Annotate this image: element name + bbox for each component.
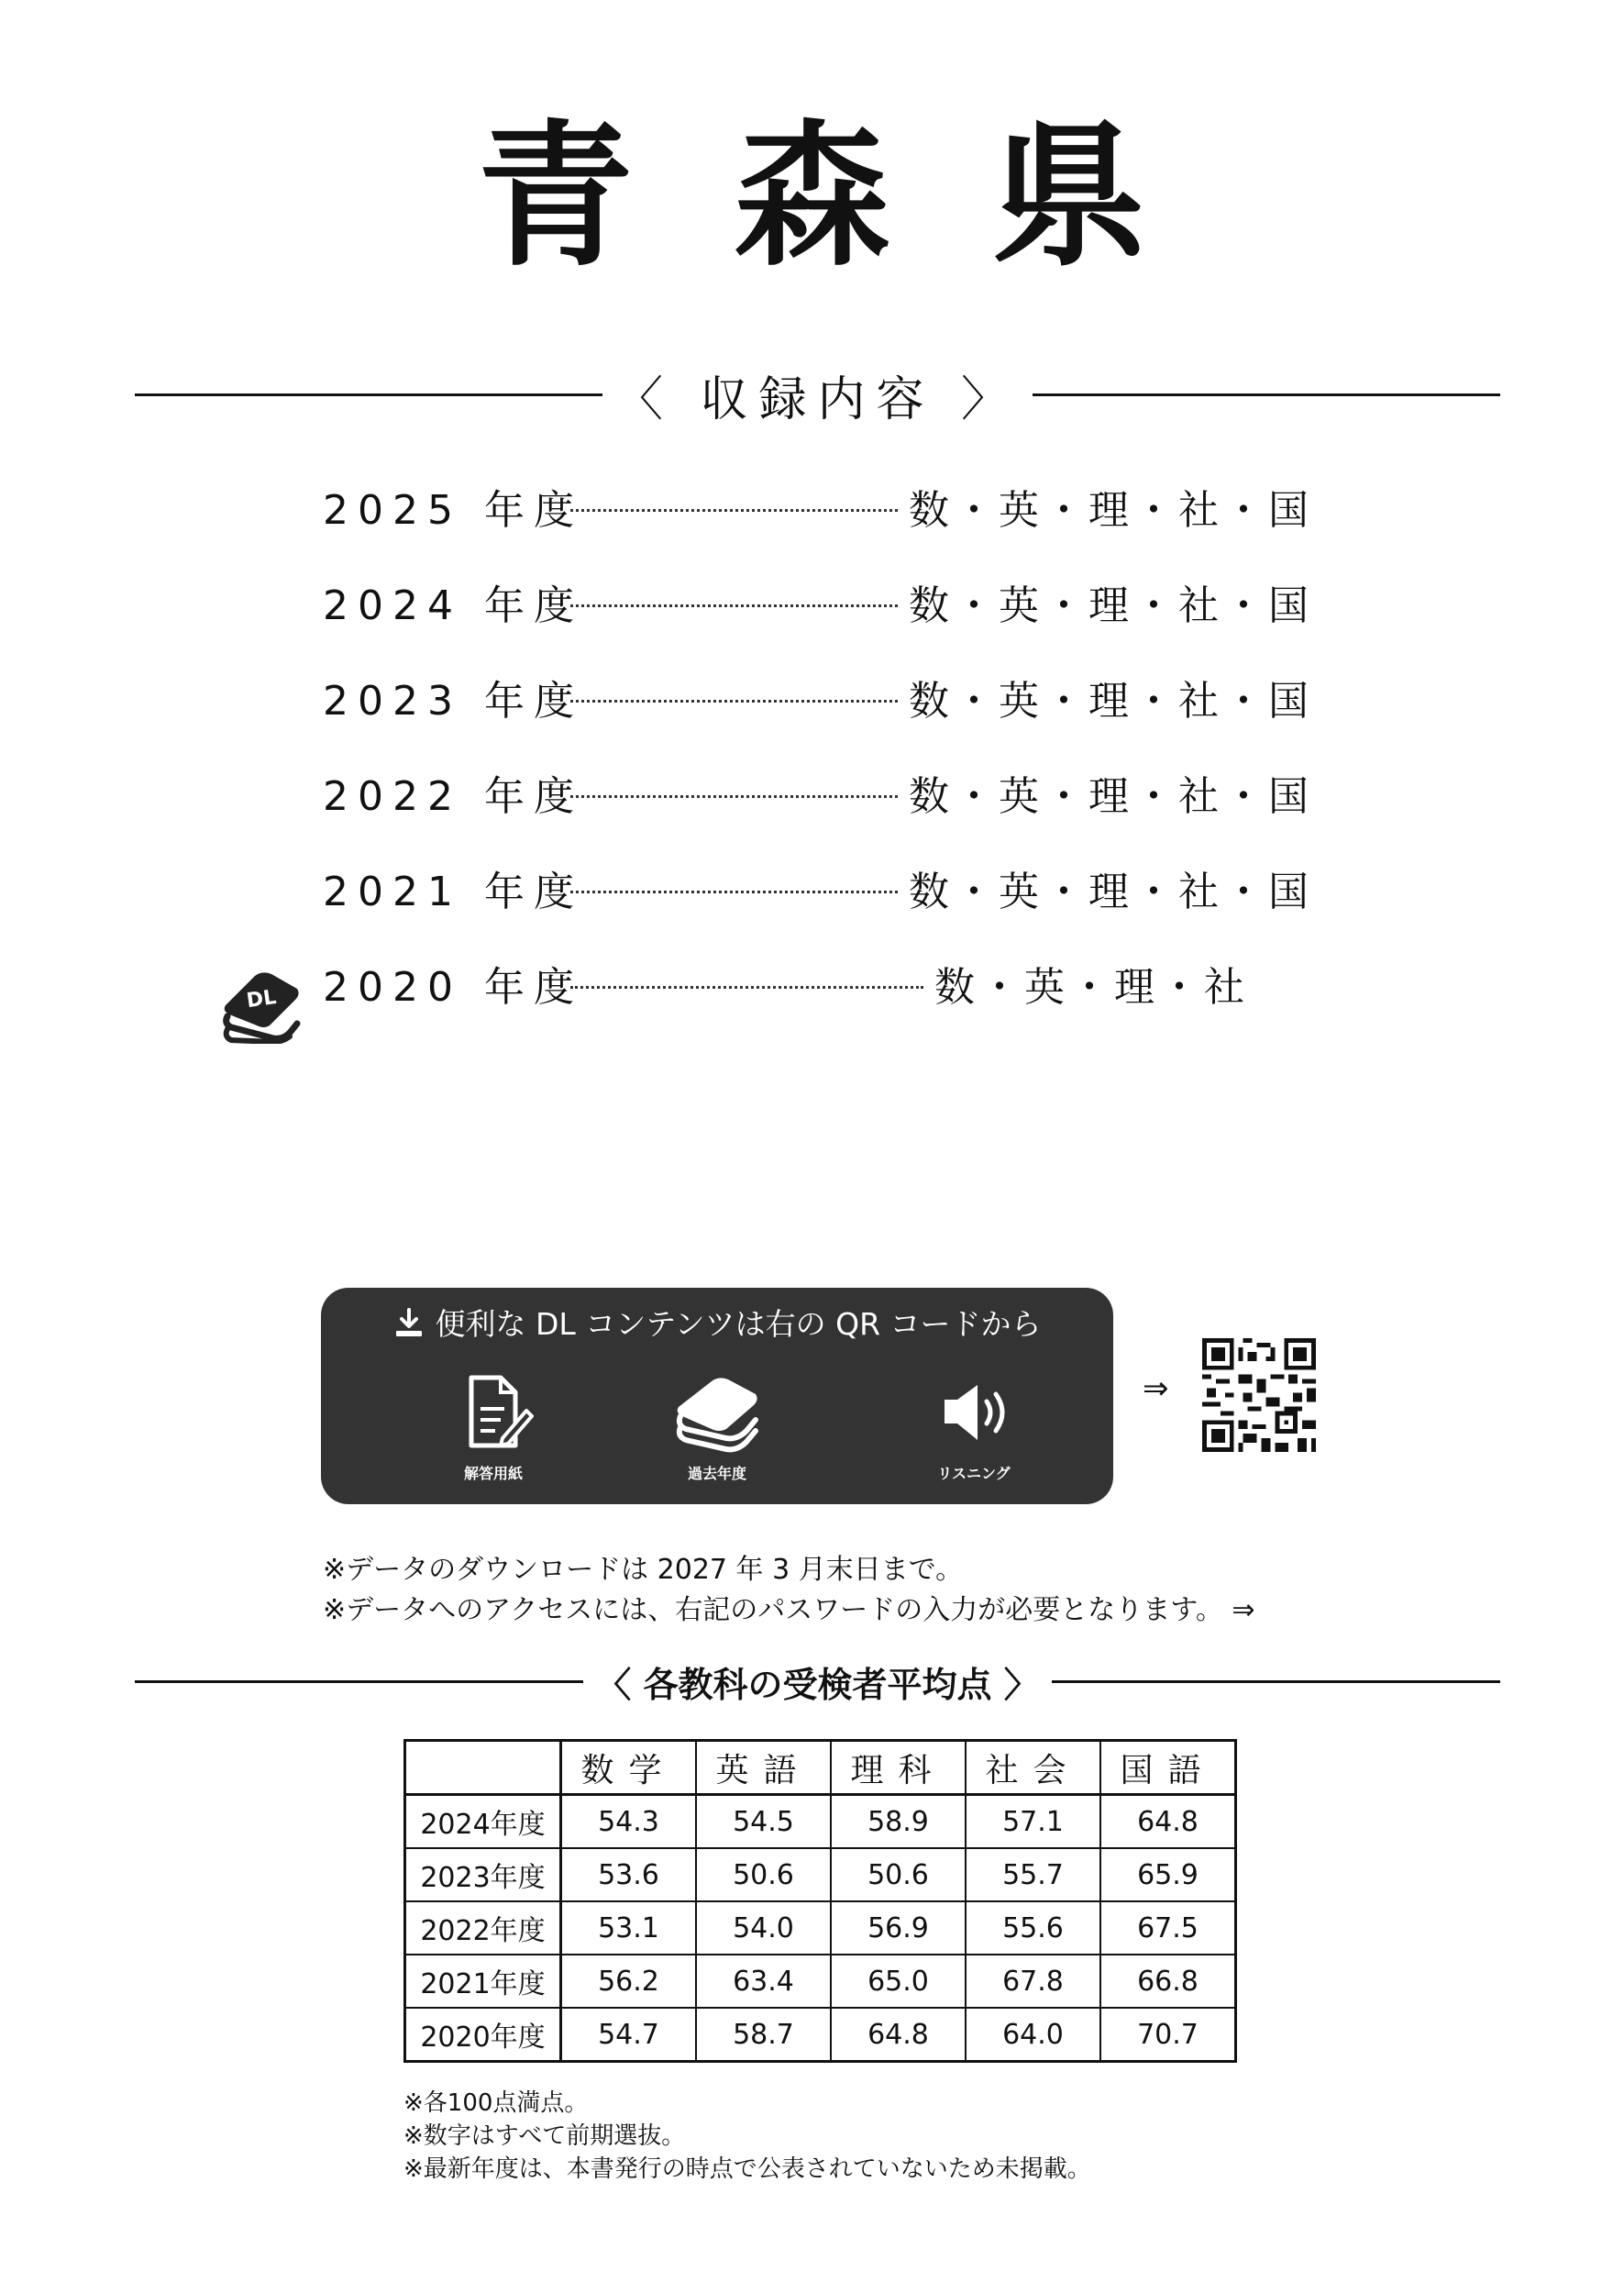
contents-row: [323, 574, 1313, 629]
table-row: [405, 1901, 1236, 1955]
table-cell: 67.5: [1100, 1901, 1236, 1955]
note-download-deadline: ※データのダウンロードは 2027 年 3 月末日まで。: [323, 1554, 964, 1586]
speaker-icon: [928, 1372, 1020, 1453]
table-cell: 54.0: [696, 1901, 831, 1955]
table-cell: 64.0: [966, 2008, 1100, 2062]
table-cell: 55.7: [966, 1848, 1100, 1901]
answer-sheet-icon: [447, 1372, 539, 1453]
dl-banner-title-text: 便利な DL コンテンツは右の QR コードから: [435, 1306, 1042, 1342]
header-rule-right: [1033, 393, 1500, 396]
contents-row: [323, 956, 1313, 1011]
table-row: [405, 1795, 1236, 1849]
dl-books-icon: [218, 969, 303, 1044]
footnote: ※数字はすべて前期選抜。: [403, 2122, 686, 2150]
table-cell: 53.1: [561, 1901, 697, 1955]
contents-header-label: 〈 収録内容 〉: [614, 371, 1021, 427]
table-cell: 53.6: [561, 1848, 697, 1901]
dl-item-answer-sheet: [402, 1372, 585, 1483]
table-cell: 67.8: [966, 1955, 1100, 2008]
leader-dots: [570, 604, 898, 607]
page-title: 青森県: [477, 106, 1248, 288]
table-row: [405, 2008, 1236, 2062]
header-rule-left: [135, 393, 602, 396]
table-cell: 57.1: [966, 1795, 1100, 1849]
contents-subjects: 数・英・理・社・国: [909, 582, 1313, 629]
table-cell: 55.6: [966, 1901, 1100, 1955]
contents-year: 2025 年度: [323, 487, 583, 534]
header-rule-left: [135, 1680, 583, 1683]
footnote: ※最新年度は、本書発行の時点で公表されていないため未掲載。: [403, 2155, 1091, 2183]
dl-item-label: 解答用紙: [463, 1465, 523, 1482]
contents-subjects: 数・英・理・社・国: [909, 773, 1313, 820]
contents-subjects: 数・英・理・社・国: [909, 487, 1313, 534]
table-cell: 56.2: [561, 1955, 697, 2008]
dl-icon-label: DL: [245, 985, 278, 1014]
table-row-year: 2022年度: [405, 1901, 561, 1955]
table-header-cell: 英語: [696, 1741, 831, 1795]
download-icon: [392, 1307, 425, 1340]
table-header-cell: 数学: [561, 1741, 697, 1795]
table-cell: 54.7: [561, 2008, 697, 2062]
contents-year: 2022 年度: [323, 773, 583, 820]
leader-dots: [570, 986, 923, 989]
table-cell: 64.8: [1100, 1795, 1236, 1849]
footnote: ※各100点満点。: [403, 2089, 589, 2117]
contents-row: [323, 670, 1313, 725]
table-row: [405, 1848, 1236, 1901]
table-cell: 70.7: [1100, 2008, 1236, 2062]
table-header-cell: 社会: [966, 1741, 1100, 1795]
table-header-corner: [405, 1741, 561, 1795]
table-cell: 65.9: [1100, 1848, 1236, 1901]
books-icon: [671, 1372, 763, 1453]
contents-year: 2023 年度: [323, 678, 583, 725]
contents-row: [323, 479, 1313, 534]
table-header-row: [405, 1741, 1236, 1795]
leader-dots: [570, 795, 898, 798]
contents-year: 2020 年度: [323, 964, 583, 1011]
table-header-cell: 国語: [1100, 1741, 1236, 1795]
table-row-year: 2024年度: [405, 1795, 561, 1849]
table-cell: 50.6: [696, 1848, 831, 1901]
dl-content-banner: [321, 1288, 1113, 1504]
table-cell: 56.9: [831, 1901, 966, 1955]
average-header-label: 〈 各教科の受検者平均点 〉: [596, 1664, 1039, 1705]
contents-year: 2021 年度: [323, 869, 583, 915]
table-cell: 65.0: [831, 1955, 966, 2008]
table-row-year: 2023年度: [405, 1848, 561, 1901]
table-row-year: 2020年度: [405, 2008, 561, 2062]
table-row: [405, 1955, 1236, 2008]
table-cell: 58.9: [831, 1795, 966, 1849]
contents-subjects: 数・英・理・社: [934, 964, 1249, 1011]
dl-item-label: リスニング: [937, 1465, 1011, 1482]
contents-year: 2024 年度: [323, 582, 583, 629]
table-cell: 64.8: [831, 2008, 966, 2062]
dl-banner-title: [321, 1301, 1113, 1344]
average-section-header: [135, 1656, 1500, 1707]
dl-item-label: 過去年度: [687, 1465, 746, 1482]
contents-row: [323, 860, 1313, 915]
qr-code-icon[interactable]: [1202, 1338, 1316, 1452]
dl-item-past-years: [625, 1372, 809, 1483]
average-score-table: [403, 1739, 1237, 2063]
dl-item-listening: [882, 1372, 1066, 1483]
contents-subjects: 数・英・理・社・国: [909, 678, 1313, 725]
leader-dots: [570, 509, 898, 512]
table-header-cell: 理科: [831, 1741, 966, 1795]
table-cell: 50.6: [831, 1848, 966, 1901]
table-cell: 54.5: [696, 1795, 831, 1849]
arrow-to-qr: ⇒: [1143, 1370, 1169, 1407]
note-access-password: ※データへのアクセスには、右記のパスワードの入力が必要となります。 ⇒: [323, 1594, 1255, 1626]
header-rule-right: [1052, 1680, 1500, 1683]
table-cell: 66.8: [1100, 1955, 1236, 2008]
table-row-year: 2021年度: [405, 1955, 561, 2008]
contents-subjects: 数・英・理・社・国: [909, 869, 1313, 915]
leader-dots: [570, 700, 898, 703]
contents-section-header: [135, 362, 1500, 426]
contents-row: [323, 765, 1313, 820]
table-cell: 54.3: [561, 1795, 697, 1849]
table-cell: 58.7: [696, 2008, 831, 2062]
table-cell: 63.4: [696, 1955, 831, 2008]
leader-dots: [570, 891, 898, 893]
